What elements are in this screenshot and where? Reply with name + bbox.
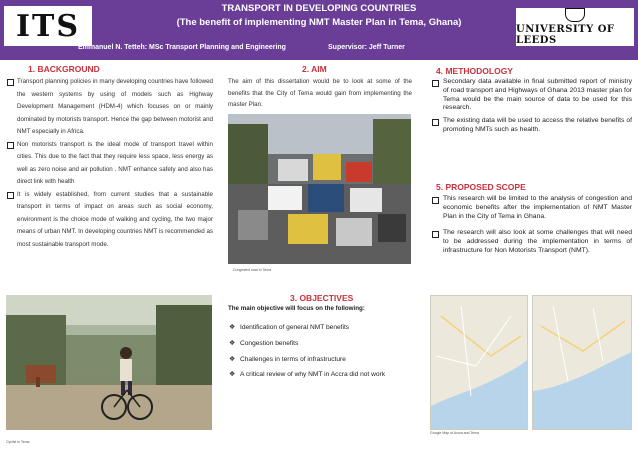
author-line: Emmanuel N. Tetteh: MSc Transport Planning and Engineering bbox=[78, 44, 286, 51]
leeds-logo bbox=[516, 8, 634, 46]
aim-heading: 2. AIM bbox=[302, 64, 327, 74]
aim-text: The aim of this dissertation would be to look at some of the benefits that the City of Tema would gain from implementing the master Plan. bbox=[228, 78, 412, 108]
objective-text: Congestion benefits bbox=[240, 339, 299, 347]
background-section bbox=[6, 76, 213, 251]
cyclist-photo-caption: Cyclist in Tema bbox=[6, 440, 30, 444]
objectives-heading: 3. OBJECTIVES bbox=[290, 293, 354, 303]
scope-section bbox=[430, 195, 632, 256]
objective-item bbox=[228, 369, 418, 381]
methodology-bullet-2: The existing data will be used to access the relative benefits of promoting NMTs such as health. bbox=[430, 117, 632, 135]
traffic-photo bbox=[228, 114, 411, 264]
diamond-bullet-icon: ❖ bbox=[229, 339, 236, 347]
traffic-photo-caption: Congested road in Tema bbox=[233, 268, 272, 272]
poster-header bbox=[0, 0, 638, 60]
objective-text: Challenges in terms of infrastructure bbox=[240, 355, 346, 363]
objective-text: Identification of general NMT benefits bbox=[240, 324, 350, 331]
objectives-intro: The main objective will focus on the following: bbox=[228, 305, 365, 312]
background-bullet-2: Non motorists transport is the ideal mode of transport travel within cities. This due to the fact that they require less space, less energy as well as zero noise and air pollution . NMT enhance safety and also has direct link with health bbox=[6, 139, 213, 189]
leeds-logo-text: UNIVERSITY OF LEEDS bbox=[516, 24, 615, 46]
map-caption: Google Map of Accra and Tema bbox=[430, 431, 479, 435]
cyclist-photo bbox=[6, 295, 212, 430]
methodology-heading: 4. METHODOLOGY bbox=[436, 66, 513, 76]
scope-bullet-1: This research will be limited to the analysis of congestion and economic benefits after the implementation of NMT Master Plan in the City of Tema in Ghana. bbox=[430, 195, 632, 221]
objective-text: A critical review of why NMT in Accra did not work bbox=[240, 371, 385, 379]
diamond-bullet-icon: ❖ bbox=[229, 324, 236, 331]
objective-item bbox=[228, 338, 418, 350]
methodology-section bbox=[430, 78, 632, 135]
objective-item bbox=[228, 322, 418, 334]
poster-title: TRANSPORT IN DEVELOPING COUNTRIES bbox=[221, 3, 417, 14]
poster-subtitle: (The benefit of implementing NMT Master Plan in Tema, Ghana) bbox=[176, 17, 462, 28]
its-logo-text: ITS bbox=[15, 8, 81, 44]
supervisor-line: Supervisor: Jeff Turner bbox=[328, 44, 405, 51]
methodology-bullet-1: Secondary data available in final submitted report of ministry of road transport and Highways of Ghana 2013 master plan for Tema would be the main source of data to be used for this research. bbox=[430, 78, 632, 113]
scope-heading: 5. PROPOSED SCOPE bbox=[436, 182, 526, 192]
background-heading: 1. BACKGROUND bbox=[28, 64, 100, 74]
diamond-bullet-icon: ❖ bbox=[229, 355, 236, 363]
scope-bullet-2: The research will also look at some challenges that will need to be addressed during the implementation in terms of infrastructure for Non Motorists Transport (NMT). bbox=[430, 229, 632, 255]
objectives-list bbox=[228, 322, 418, 385]
map-accra bbox=[430, 295, 528, 430]
crest-icon bbox=[565, 8, 585, 22]
objective-item bbox=[228, 354, 418, 366]
background-bullet-1: Transport planning policies in many developing countries have followed the western systems by using of models such as Highway Development Management (HDM-4) which focuses on or mainly dominated by motorists transport. Hence the gap between motorist and NMT especially in Africa. bbox=[6, 76, 213, 139]
background-bullet-3: It is widely established, from current studies that a sustainable transport in terms of impact on areas such as social economy, environment is the choice mode of walking and cycling, the two major means of urban NMT. In developing countries NMT is recommended as most sustainable transport mode. bbox=[6, 189, 213, 252]
map-tema bbox=[532, 295, 632, 430]
diamond-bullet-icon: ❖ bbox=[229, 371, 236, 379]
